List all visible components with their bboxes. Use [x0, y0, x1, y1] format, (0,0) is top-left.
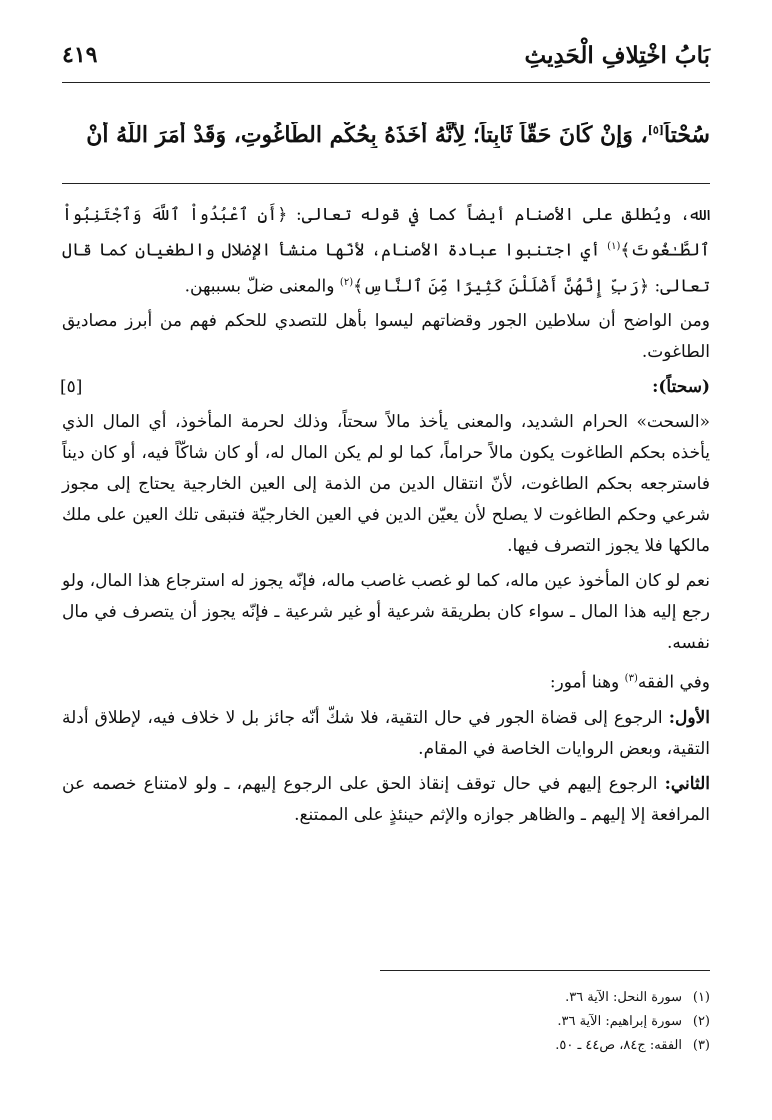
- running-title: بَابُ اخْتِلافِ الْحَدِيثِ: [524, 42, 710, 69]
- commentary-paragraph: [62, 769, 710, 831]
- commentary-paragraph: نعم لو كان المأخوذ عين ماله، كما لو غصب غاصب ماله، فإنّه يجوز له استرجاع هذا المال، ولو رجع إليه هذا المال ـ سواء كان بطريقة شرعية أو غير شرعية ـ فإنّه يجوز أن يتصرف في مال نفسه.: [62, 571, 710, 654]
- footnote-text: سورة النحل: الآية ٣٦.: [565, 990, 682, 1005]
- item-text: الرجوع إليهم في حال توقف إنقاذ الحق على الرجوع إليهم، ـ ولو لامتناع خصمه عن المرافعة إلا إليهم ـ والظاهر جوازه والإثم حينئذٍ على الممتنع.: [62, 773, 710, 825]
- paragraph-text: أي اجتنبوا عبادة الأصنام، لأنّها منشأ الإضلال والطغيان كما قال تعالى: ﴿رَبِّ إِنَّهُنَّ أَضْلَلْنَ كَثِيرًا مِّنَ ٱلنَّاسِ﴾: [62, 240, 710, 297]
- footnote-ref: (٢): [339, 276, 354, 288]
- page-number: ٤١٩: [62, 42, 98, 68]
- commentary-body: [62, 200, 710, 835]
- note-reference: [٥]: [647, 123, 665, 137]
- main-text-line: [50, 122, 710, 148]
- item-label: الثاني:: [664, 773, 710, 794]
- footnote: [300, 986, 710, 1010]
- commentary-paragraph: [62, 663, 710, 699]
- note-marker: [٥]: [60, 377, 83, 398]
- footnote-number: (٢): [692, 1014, 710, 1029]
- footnote-divider: [380, 970, 710, 971]
- note-heading-row: [62, 372, 710, 403]
- commentary-paragraph: ومن الواضح أن سلاطين الجور وقضاتهم ليسوا بأهل للتصدي للحكم فهم من أبرز مصاديق الطاغوت.: [62, 311, 710, 363]
- paragraph-text: وهنا أمور:: [549, 672, 625, 693]
- commentary-paragraph: «السحت» الحرام الشديد، والمعنى يأخذ مالاً سحتاً، وذلك لحرمة المأخوذ، أي المال الذي يأخذه بحكم الطاغوت يكون مالاً حراماً، كما لو لم يكن المال له، أو كان شاكّاً فيه، أو كان ديناً فاسترجعه بحكم الطاغوت، لأنّ انتقال الدين من الذمة إلى العين الخارجية يحتاج إلى مجوز شرعي وحكم الطاغوت لا يصلح لأن يعيّن الدين في العين الخارجيّة فتبقى تلك العين على ملك مالكها فلا يجوز التصرف فيها.: [62, 412, 710, 557]
- main-text-start: سُحْتاً: [664, 122, 710, 148]
- header-divider: [62, 82, 710, 83]
- text-divider: [62, 183, 710, 184]
- commentary-paragraph: [62, 703, 710, 765]
- main-text-rest: ، وَإِنْ كَانَ حَقّاً ثَابِتاً؛ لِأَنَّهُ أَخَذَهُ بِحُكْمِ الطَّاغُوتِ، وَقَدْ أَمَرَ اللَّهُ أَنْ: [86, 122, 648, 148]
- footnotes: [300, 986, 710, 1058]
- footnote-number: (٣): [692, 1038, 710, 1053]
- footnote-number: (١): [692, 990, 710, 1005]
- page-header: [62, 40, 710, 80]
- footnote-text: سورة إبراهيم: الآية ٣٦.: [557, 1014, 682, 1029]
- commentary-paragraph: [62, 200, 710, 302]
- paragraph-text: الله، ويُطلق على الأصنام أيضاً كما في قوله تعالى: ﴿أَنِ ٱعْبُدُواْ ٱللَّهَ وَٱجْتَنِبُواْ ٱلطَّـٰغُوتَ﴾: [62, 205, 710, 261]
- item-label: الأول:: [668, 707, 710, 728]
- item-text: الرجوع إلى قضاة الجور في حال التقية، فلا شكّ أنّه جائز بل لا خلاف فيه، لإطلاق أدلة التقية، وبعض الروايات الخاصة في المقام.: [62, 707, 710, 759]
- note-heading: (سحتاً):: [652, 377, 710, 398]
- paragraph-text: وفي الفقه: [637, 672, 710, 693]
- footnote-ref: (٣): [624, 673, 638, 685]
- footnote: [300, 1010, 710, 1034]
- paragraph-text: والمعنى ضلّ بسببهن.: [184, 276, 340, 297]
- footnote-text: الفقه: ج٨٤، ص٤٤ ـ ٥٠.: [555, 1038, 682, 1053]
- footnote: [300, 1034, 710, 1058]
- footnote-ref: (١): [607, 241, 621, 252]
